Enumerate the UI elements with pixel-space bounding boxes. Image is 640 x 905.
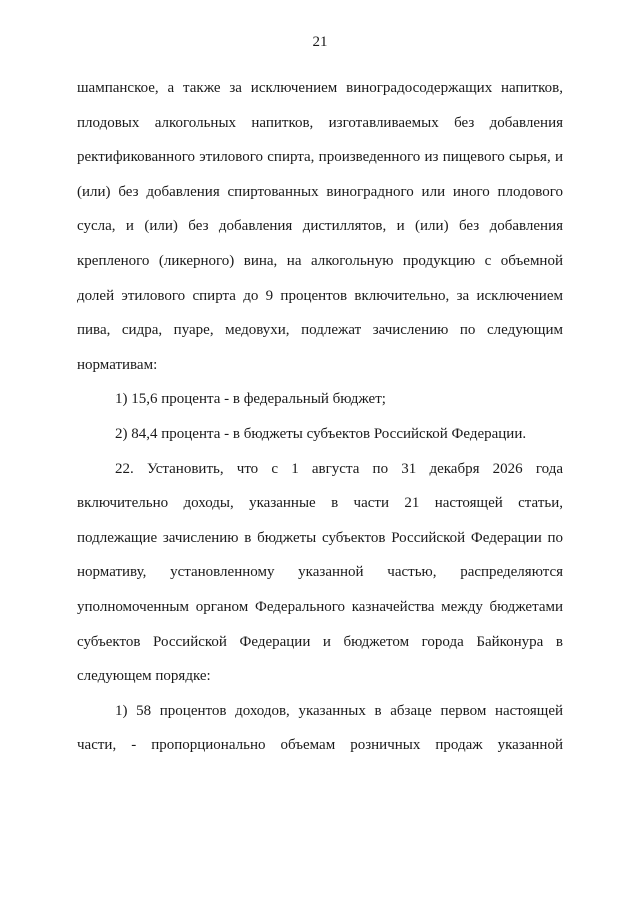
text-line: ректификованного этилового спирта, произведенного из пищевого сырья, и [77,149,563,166]
document-body [77,71,563,763]
text-line: части, - пропорционально объемам розничных продаж указанной [77,737,563,754]
text-line: следующем порядке: [77,668,211,685]
text-line: субъектов Российской Федерации и бюджетом города Байконура в [77,633,563,650]
text-line: пива, сидра, пуаре, медовухи, подлежат зачислению по следующим [77,322,563,339]
text-line: сусла, и (или) без добавления дистиллятов, и (или) без добавления [77,218,563,235]
text-line: 1) 58 процентов доходов, указанных в абзаце первом настоящей [115,702,563,719]
text-line: нормативам: [77,356,158,373]
text-line: уполномоченным органом Федерального казначейства между бюджетами [77,598,563,615]
text-line: 22. Установить, что с 1 августа по 31 декабря 2026 года [115,460,563,477]
page-number: 21 [312,34,328,50]
text-line: подлежащие зачислению в бюджеты субъектов Российской Федерации по [77,529,563,546]
text-line: 2) 84,4 процента - в бюджеты субъектов Российской Федерации. [115,425,527,442]
text-line: нормативу, установленному указанной частью, распределяются [77,564,563,581]
text-line: 1) 15,6 процента - в федеральный бюджет; [115,391,386,408]
text-line: долей этилового спирта до 9 процентов включительно, за исключением [77,287,563,304]
text-line: плодовых алкогольных напитков, изготавливаемых без добавления [77,114,563,131]
text-line: включительно доходы, указанные в части 21 настоящей статьи, [77,495,563,512]
text-line: (или) без добавления спиртованных виноградного или иного плодового [77,183,563,200]
text-line: крепленого (ликерного) вина, на алкогольную продукцию с объемной [77,252,563,269]
text-line: шампанское, а также за исключением виноградосодержащих напитков, [77,80,563,96]
